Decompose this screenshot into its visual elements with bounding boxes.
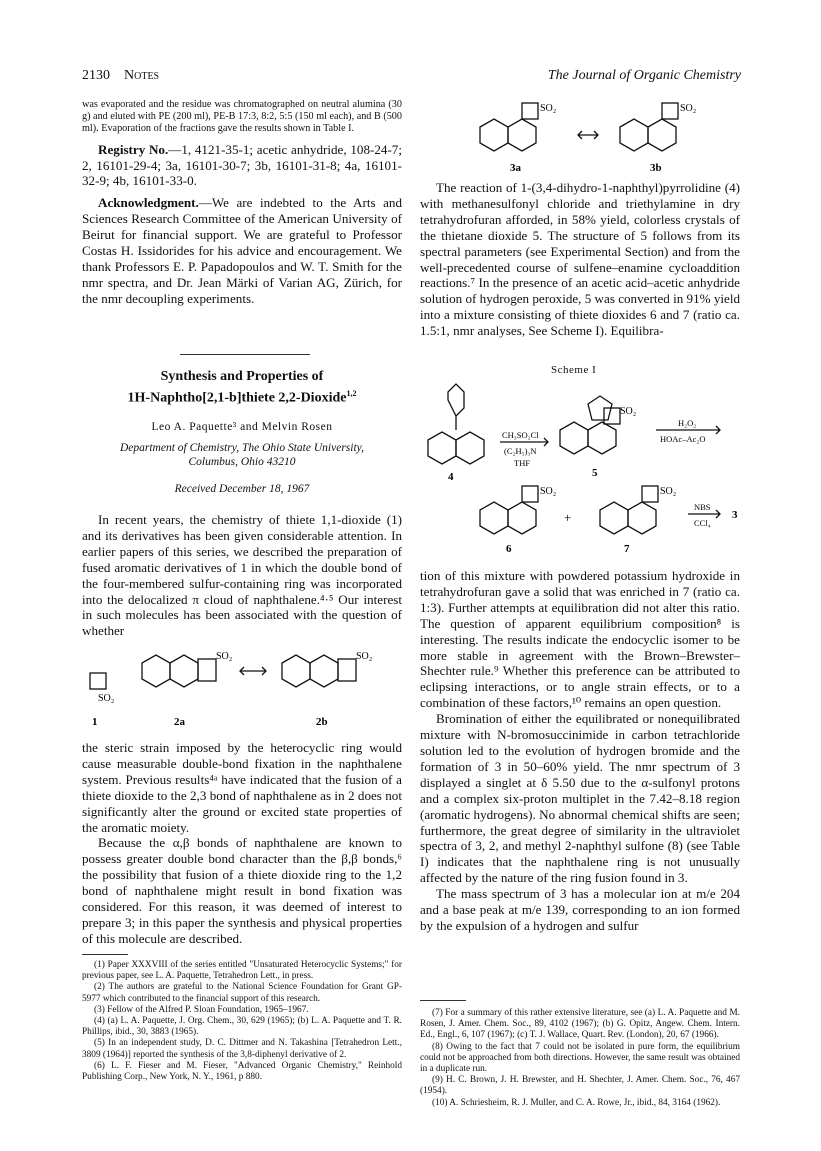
authors: Leo A. Paquette³ and Melvin Rosen [151,420,333,433]
ring-6-2 [508,502,536,534]
journal-title: The Journal of Organic Chemistry [547,68,741,83]
ring-7-2 [628,502,656,534]
intro-paragraph-3: Because the α,β bonds of naphthalene are known to possess greater double bond character than the β,β bonds,⁶ the possibility that fusion of a thiete dioxide ring to the 1,2 bond of naphthalene might result in bond fixation was considered. For this reason, it was deemed of interest to prepare 3; in this paper the synthesis and physical properties of this molecule are described. [82,835,402,946]
thiete-ring-3b [662,103,678,119]
ring-4-2 [456,432,484,464]
naphthalene-ring-a1 [142,655,170,687]
reagent-3-bot: CCl₄ [694,518,711,528]
right-paragraph-1: The reaction of 1-(3,4-dihydro-1-naphthyl)pyrrolidine (4) with methanesulfonyl chloride and triethylamine in dry tetrahydrofuran afforded, in 58% yield, colorless crystals of the thietane dioxide 5. The structure of 5 follows from its spectral parameters (see Experimental Section) and from the well-precedented course of sulfene–enamine cycloaddition reactions.⁷ In the presence of an acetic acid–acetic anhydride solution of hydrogen peroxide, 5 was converted in 91% yield into a mixture consisting of thiete dioxides 6 and 7 (ratio ca. 1.5:1, nmr analyses, See Scheme I). Equilibra- [420,180,740,339]
reagent-3-top: NBS [694,502,711,512]
ring-5-1 [560,422,588,454]
right-paragraph-3: Bromination of either the equilibrated or nonequilibrated mixture with N-bromosuccinimide in carbon tetrachloride solution led to the evolution of hydrogen bromide and the formation of 3 in 50–60% yield. The nmr spectrum of 3 displayed a singlet at δ 5.50 due to the α-sulfonyl protons and a complex six-proton multiplet in the 7.42–8.18 region (aromatic hydrogens). No abnormal chemical shifts are seen; furthermore, the great degree of similarity in the ultraviolet spectra of 3, 2, and methyl 2-naphthyl sulfone (8) (see Table I) indicates that the naphthalene ring is not unusually affected by the nature of the ring fusion found in 3. [420,711,740,886]
ring-3a-1 [480,119,508,151]
so2-2b: SO₂ [356,651,373,662]
footnotes-left [82,960,402,1083]
carryover-paragraph: was evaporated and the residue was chromatographed on neutral alumina (30 g) and eluted with PE (200 ml), PE-B 17:3, 8:2, 5:5 (150 ml each), and B (500 ml). Evaporation of the fractions gave the results shown in Table I. [82,99,402,135]
thiete-ring-7 [642,486,658,502]
thietane-ring-5 [604,408,620,424]
reagent-1-mid: (C₂H₅)₃N [504,446,537,456]
so2-1: SO₂ [98,693,115,704]
naphthalene-ring-a2 [170,655,198,687]
so2-3b: SO₂ [680,103,697,114]
scheme-title: Scheme I [551,364,597,376]
ring-3b-2 [648,119,676,151]
footnote: (10) A. Schriesheim, R. J. Muller, and C. A. Rowe, Jr., ibid., 84, 3164 (1962). [432,1097,721,1108]
footnote: (2) The authors are grateful to the National Science Foundation for Grant GP-5977 which contributed to the financial support of this research. [82,982,402,1004]
section-name: Notes [124,68,160,83]
footnote: (1) Paper XXXVIII of the series entitled "Unsaturated Heterocyclic Systems;" for previous paper, see L. A. Paquette, Tetrahedron Lett., in press. [82,960,402,982]
reagent-2-top: H₂O₂ [678,418,697,428]
label-3-product: 3 [732,509,738,521]
body-continued [82,740,402,947]
received-date: Received December 18, 1967 [174,482,310,495]
reagent-2-bot: HOAc–Ac₂O [660,434,706,444]
affiliation-line-2: Columbus, Ohio 43210 [188,455,296,468]
so2-5: SO₂ [620,406,637,417]
so2-7: SO₂ [660,486,677,497]
label-3b: 3b [650,162,662,174]
acknowledgment-paragraph [82,195,402,306]
right-paragraph-2: tion of this mixture with powdered potassium hydroxide in tetrahydrofuran gave a solid that was enriched in 7 (ratio ca. 1:3). Further attempts at equilibration did not alter this ratio. The question of apparent equilibrium composition⁸ is interesting. The results indicate the endocyclic isomer to be more stable in agreement with the Brown–Brewster–Shechter rule.⁹ Whether this preference can be attributed to eclipsing interactions, or to angle strain effects, or to a combination of these factors,¹⁰ remains an open question. [420,568,740,711]
pyrrolidine-4 [448,384,464,416]
right-column-top [420,180,740,339]
footnote: (3) Fellow of the Alfred P. Sloan Foundation, 1965–1967. [94,1004,309,1015]
label-7: 7 [624,543,630,555]
title-line-1: Synthesis and Properties of [160,369,324,384]
registry-paragraph [82,142,402,190]
intro-paragraph-2: the steric strain imposed by the heterocyclic ring would cause measurable double-bond fixation in the naphthalene system. Previous results⁴ᵃ have indicated that the fusion of a thiete dioxide to the 2,3 bond of naphthalene as in 2 does not significantly alter the ground or excited state properties of the aromatic moiety. [82,740,402,835]
ring-5-2 [588,422,616,454]
ring-7-1 [600,502,628,534]
so2-3a: SO₂ [540,103,557,114]
right-paragraph-4: The mass spectrum of 3 has a molecular ion at m/e 204 and a base peak at m/e 139, corresponding to an ion formed by the expulsion of a hydrogen and sulfur [420,886,740,933]
thiete-ring-6 [522,486,538,502]
scheme-1 [420,380,750,560]
label-4: 4 [448,471,454,483]
ring-3a-2 [508,119,536,151]
footnote: (5) In an independent study, D. C. Dittmer and N. Takashina [Tetrahedron Lett., 3809 (1964)] reported the synthesis of the 3,8-diphenyl derivative of 2. [82,1038,402,1060]
article-title [82,368,402,407]
affiliation [82,441,402,469]
section-divider [180,354,310,355]
label-3a: 3a [510,162,521,174]
title-superscript: 1,2 [346,389,357,398]
naphthalene-ring-b1 [282,655,310,687]
title-line-2-text: 1H-Naphtho[2,1-b]thiete 2,2-Dioxide [127,390,347,406]
intro-paragraph-1: In recent years, the chemistry of thiete 1,1-dioxide (1) and its derivatives has been given considerable attention. In earlier papers of this series, we described the preparation of fused aromatic derivatives of 1 in which the double bond of the four-membered sulfur-containing ring was incorporated into the delocalized π cloud of naphthalene.⁴·⁵ Our interest in such molecules has been associated with the question of whether [82,512,402,639]
thiete-ring-2a [198,659,216,681]
reagent-1-top: CH₃SO₂Cl [502,430,539,440]
ring-3b-1 [620,119,648,151]
label-6: 6 [506,543,512,555]
registry-label: Registry No. [98,141,169,157]
footnote-rule-right [420,1000,466,1001]
right-column-body [420,568,740,934]
ring-4-1 [428,432,456,464]
footnotes-right [420,1008,740,1109]
footnote: (7) For a summary of this rather extensive literature, see (a) L. A. Paquette and M. Rosen, J. Amer. Chem. Soc., 89, 4102 (1967); (b) G. Opitz, Angew. Chem. Intern. Ed., Engl., 6, 107 (1967); (c) T. J. Wallace, Quart. Rev. (London), 20, 67 (1966). [420,1008,740,1041]
footnote: (8) Owing to the fact that 7 could not be isolated in pure form, the equilibrium could not be approached from both directions. However, the same result was obtained in a duplicate run. [420,1041,740,1075]
ring-6-1 [480,502,508,534]
thiete-ring-2b [338,659,356,681]
label-2b: 2b [316,716,328,728]
structures-1-2a-2b [82,645,402,745]
so2-6: SO₂ [540,486,557,497]
naphthalene-ring-b2 [310,655,338,687]
affiliation-line-1: Department of Chemistry, The Ohio State University, [119,441,365,454]
intro-block [82,512,402,639]
left-column-top [82,99,402,307]
thiete-ring [90,673,106,689]
thiete-ring-3a [522,103,538,119]
footnote: (4) (a) L. A. Paquette, J. Org. Chem., 30, 629 (1965); (b) L. A. Paquette and T. R. Phillips, ibid., 30, 3883 (1965). [82,1016,402,1038]
ack-label: Acknowledgment. [98,195,199,211]
title-line-2 [82,385,402,407]
article-heading [82,368,402,495]
page-header-left [82,68,159,84]
footnote-rule-left [82,954,128,955]
label-2a: 2a [174,716,185,728]
page-number: 2130 [82,68,110,83]
reagent-1-bot: THF [514,458,531,468]
so2-2a: SO₂ [216,651,233,662]
footnote: (6) L. F. Fieser and M. Fieser, "Advanced Organic Chemistry," Reinhold Publishing Corp., New York, N. Y., 1961, p 880. [82,1060,402,1083]
plus-sign: + [564,510,572,525]
label-5: 5 [592,467,598,479]
ack-text: —We are indebted to the Arts and Sciences Research Committee of the American University of Beirut for financial support. We are grateful to Professor Costas H. Issidorides for his advice and encouragement. We thank Professors E. P. Papadopoulos and W. T. Smith for the nmr spectra, and Dr. Jean Märki of Varian AG, Zürich, for the nmr decoupling experiments. [82,195,402,306]
footnote: (9) H. C. Brown, J. H. Brewster, and H. Shechter, J. Amer. Chem. Soc., 76, 467 (1954). [420,1075,740,1097]
label-1: 1 [92,716,98,728]
registry-text: —1, 4121-35-1; acetic anhydride, 108-24-7; 2, 16101-29-4; 3a, 16101-30-7; 3b, 16101-31-8; 4a, 16101-32-9; 4b, 16101-33-0. [82,141,402,189]
structures-3a-3b [470,97,740,177]
